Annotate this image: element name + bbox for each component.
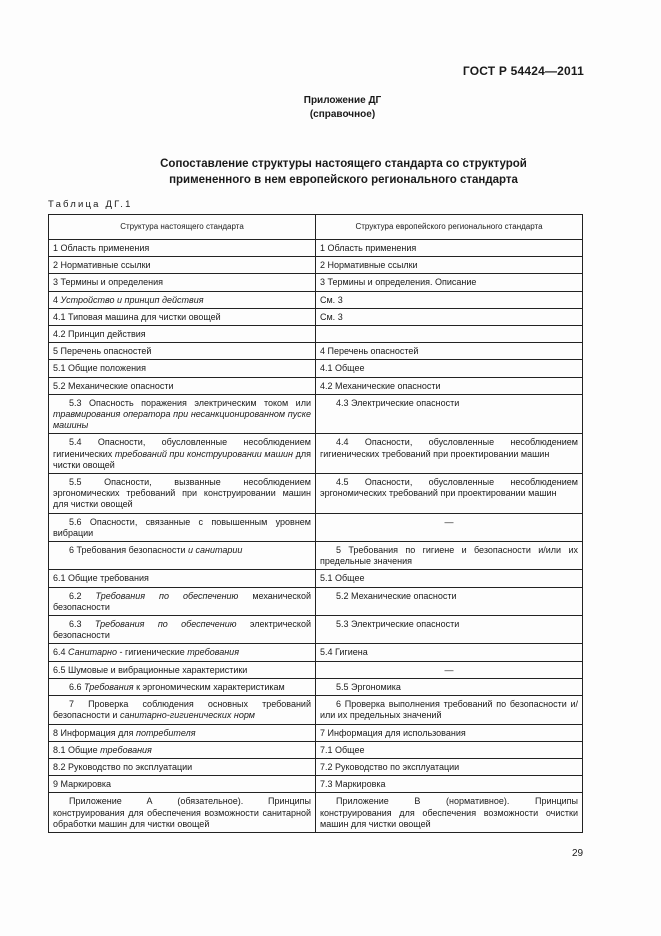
document-title bbox=[0, 156, 661, 188]
table-row bbox=[49, 776, 583, 793]
cell-text-segment: 5.1 Общие положения bbox=[53, 363, 146, 374]
table-body bbox=[49, 240, 583, 833]
european-structure-cell: 7.1 Общее bbox=[316, 741, 583, 758]
cell-text-segment: 6 Требования безопасности bbox=[69, 545, 189, 556]
table-row bbox=[49, 326, 583, 343]
european-structure-cell: 4.5 Опасности, обусловленные несоблюдением эргономических требований при проектировании машин bbox=[316, 474, 583, 514]
european-structure-cell: Приложение В (нормативное). Принципы конструирования для обеспечения возможности очистки машин для чистки овощей bbox=[316, 793, 583, 833]
table-row bbox=[49, 644, 583, 661]
cell-text-segment: 1 Область применения bbox=[53, 243, 150, 253]
national-structure-cell bbox=[49, 326, 316, 343]
table-row bbox=[49, 661, 583, 678]
table-row bbox=[49, 793, 583, 833]
european-structure-cell: 4.2 Механические опасности bbox=[316, 377, 583, 394]
standard-header: ГОСТ Р 54424—2011 bbox=[462, 64, 584, 78]
cell-text-segment: травмирования оператора при несанкционированном пуске машины bbox=[53, 409, 311, 431]
cell-text-segment: 6.2 bbox=[69, 590, 96, 601]
cell-text-segment: требования bbox=[100, 744, 152, 755]
european-structure-cell: 5.1 Общее bbox=[316, 570, 583, 587]
national-structure-cell bbox=[49, 644, 316, 661]
national-structure-cell bbox=[49, 377, 316, 394]
table-row bbox=[49, 696, 583, 724]
european-structure-cell: 5.3 Электрические опасности bbox=[316, 616, 583, 644]
header-european-standard: Структура европейского регионального стандарта bbox=[316, 215, 583, 240]
table-row bbox=[49, 291, 583, 308]
cell-text-segment: Санитарно bbox=[68, 647, 117, 658]
national-structure-cell bbox=[49, 240, 316, 257]
cell-text-segment: Устройство и принцип действия bbox=[60, 294, 204, 305]
national-structure-cell bbox=[49, 513, 316, 541]
national-structure-cell bbox=[49, 741, 316, 758]
table-row bbox=[49, 616, 583, 644]
national-structure-cell bbox=[49, 696, 316, 724]
cell-text-segment: электрической безопасности bbox=[53, 619, 311, 641]
cell-text-segment: требований при конструировании машин bbox=[114, 448, 293, 459]
european-structure-cell: 5 Требования по гигиене и безопасности и/или их предельные значения bbox=[316, 542, 583, 570]
cell-text-segment: Требования по обеспечению bbox=[94, 619, 237, 630]
national-structure-cell bbox=[49, 776, 316, 793]
cell-text-segment: - гигиенические bbox=[116, 647, 188, 658]
table-row bbox=[49, 434, 583, 474]
cell-text-segment: 5.5 Опасности, вызванные несоблюдением эргономических требований при конструировании машин для чистки овощей bbox=[53, 477, 311, 510]
title-line-2: примененного в нем европейского регионального стандарта bbox=[169, 174, 518, 186]
european-structure-cell: 5.2 Механические опасности bbox=[316, 587, 583, 615]
cell-text-segment: 5.3 Опасность поражения электрическим током или bbox=[69, 397, 311, 408]
cell-text-segment: 3 Термины и определения bbox=[53, 277, 163, 288]
cell-text-segment: 6.5 Шумовые и вибрационные характеристики bbox=[53, 664, 248, 675]
cell-text-segment: 5.6 Опасности, связанные с повышенным уровнем вибрации bbox=[53, 516, 311, 538]
cell-text-segment: 8 Информация для bbox=[53, 727, 136, 738]
header-national-standard: Структура настоящего стандарта bbox=[49, 215, 316, 240]
european-structure-cell: — bbox=[316, 513, 583, 541]
european-structure-cell: 4.1 Общее bbox=[316, 360, 583, 377]
national-structure-cell bbox=[49, 616, 316, 644]
cell-text-segment: 8.2 Руководство по эксплуатации bbox=[53, 761, 193, 772]
table-row bbox=[49, 758, 583, 775]
european-structure-cell: 7.3 Маркировка bbox=[316, 776, 583, 793]
cell-text-segment: потребителя bbox=[136, 727, 196, 738]
cell-text-segment: 6.6 bbox=[69, 681, 85, 692]
european-structure-cell: 1 Область применения bbox=[316, 240, 583, 257]
table-row bbox=[49, 308, 583, 325]
annex-title: Приложение ДГ bbox=[303, 95, 382, 106]
cell-text-segment: 4 bbox=[53, 294, 61, 305]
national-structure-cell bbox=[49, 542, 316, 570]
page-number: 29 bbox=[572, 848, 584, 859]
national-structure-cell bbox=[49, 474, 316, 514]
european-structure-cell: 4 Перечень опасностей bbox=[316, 343, 583, 360]
table-row bbox=[49, 240, 583, 257]
table-row bbox=[49, 678, 583, 695]
national-structure-cell bbox=[49, 394, 316, 434]
cell-text-segment: 7 Проверка соблюдения основных требований безопасности и bbox=[53, 699, 311, 721]
national-structure-cell bbox=[49, 678, 316, 695]
european-structure-cell: 3 Термины и определения. Описание bbox=[316, 274, 583, 291]
national-structure-cell bbox=[49, 587, 316, 615]
cell-text-segment: санитарно-гигиенических норм bbox=[119, 710, 255, 721]
national-structure-cell bbox=[49, 257, 316, 274]
table-row bbox=[49, 587, 583, 615]
national-structure-cell bbox=[49, 434, 316, 474]
cell-text-segment: 6.4 bbox=[53, 647, 69, 658]
european-structure-cell: 4.3 Электрические опасности bbox=[316, 394, 583, 434]
cell-text-segment: для чистки овощей bbox=[53, 448, 311, 470]
national-structure-cell bbox=[49, 793, 316, 833]
cell-text-segment: Приложение А (обязательное). Принципы конструирования для обеспечения возможности санитарной обработки машин для чистки овощей bbox=[53, 796, 311, 829]
annex-kind: (справочное) bbox=[309, 109, 376, 120]
european-structure-cell: 2 Нормативные ссылки bbox=[316, 257, 583, 274]
table-header-row bbox=[49, 215, 583, 240]
european-structure-cell: См. 3 bbox=[316, 308, 583, 325]
table-row bbox=[49, 474, 583, 514]
national-structure-cell bbox=[49, 724, 316, 741]
european-structure-cell: 5.4 Гигиена bbox=[316, 644, 583, 661]
cell-text-segment: 4.1 Типовая машина для чистки овощей bbox=[53, 311, 221, 322]
table-label: Таблица ДГ.1 bbox=[48, 199, 133, 210]
cell-text-segment: 8.1 Общие bbox=[53, 744, 101, 755]
annex-heading bbox=[0, 94, 661, 122]
european-structure-cell: — bbox=[316, 661, 583, 678]
table-row bbox=[49, 542, 583, 570]
cell-text-segment: 6.3 bbox=[69, 619, 95, 630]
european-structure-cell: 6 Проверка выполнения требований по безопасности и/или их предельных значений bbox=[316, 696, 583, 724]
national-structure-cell bbox=[49, 343, 316, 360]
european-structure-cell: 7 Информация для использования bbox=[316, 724, 583, 741]
table-row bbox=[49, 257, 583, 274]
table-row bbox=[49, 724, 583, 741]
cell-text-segment: и санитарии bbox=[188, 545, 243, 556]
cell-text-segment: Требования bbox=[84, 681, 134, 692]
national-structure-cell bbox=[49, 291, 316, 308]
table-row bbox=[49, 570, 583, 587]
cell-text-segment: к эргономическим характеристикам bbox=[133, 681, 285, 692]
table-row bbox=[49, 741, 583, 758]
table-row bbox=[49, 394, 583, 434]
national-structure-cell bbox=[49, 308, 316, 325]
cell-text-segment: Требования по обеспечению bbox=[95, 590, 239, 601]
cell-text-segment: 5 Перечень опасностей bbox=[53, 346, 152, 357]
european-structure-cell: 4.4 Опасности, обусловленные несоблюдением гигиенических требований при проектировании машин bbox=[316, 434, 583, 474]
national-structure-cell bbox=[49, 570, 316, 587]
european-structure-cell: 5.5 Эргономика bbox=[316, 678, 583, 695]
comparison-table bbox=[48, 214, 583, 833]
table-row bbox=[49, 274, 583, 291]
title-line-1: Сопоставление структуры настоящего стандарта со структурой bbox=[160, 158, 527, 170]
european-structure-cell: 7.2 Руководство по эксплуатации bbox=[316, 758, 583, 775]
cell-text-segment: 5.4 Опасности, обусловленные несоблюдением гигиенических bbox=[53, 437, 311, 459]
national-structure-cell bbox=[49, 758, 316, 775]
cell-text-segment: 5.2 Механические опасности bbox=[53, 380, 174, 391]
table-row bbox=[49, 513, 583, 541]
cell-text-segment: 6.1 Общие требования bbox=[53, 573, 149, 584]
european-structure-cell bbox=[316, 326, 583, 343]
european-structure-cell: См. 3 bbox=[316, 291, 583, 308]
national-structure-cell bbox=[49, 274, 316, 291]
national-structure-cell bbox=[49, 661, 316, 678]
cell-text-segment: 9 Маркировка bbox=[53, 779, 112, 790]
cell-text-segment: механической безопасности bbox=[53, 590, 312, 612]
cell-text-segment: 2 Нормативные ссылки bbox=[53, 260, 151, 271]
cell-text-segment: требования bbox=[187, 647, 239, 658]
national-structure-cell bbox=[49, 360, 316, 377]
cell-text-segment: 4.2 Принцип действия bbox=[53, 329, 146, 340]
table-row bbox=[49, 377, 583, 394]
table-row bbox=[49, 343, 583, 360]
table-row bbox=[49, 360, 583, 377]
